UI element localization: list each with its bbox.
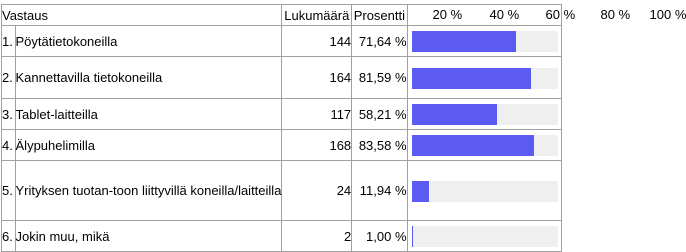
- axis-tick-label: 20 %: [432, 7, 463, 22]
- row-number: 5.: [2, 161, 16, 221]
- row-number: 3.: [2, 99, 16, 130]
- axis-tick-label: 60 %: [545, 7, 576, 22]
- bar-fill: [412, 226, 413, 247]
- bar-cell: [407, 26, 561, 57]
- bar-track: [412, 135, 558, 156]
- count-column-header: Lukumäärä: [282, 5, 352, 26]
- row-number: 1.: [2, 26, 16, 57]
- count-value: 144: [282, 26, 352, 57]
- answer-label: Älypuhelimilla: [15, 130, 282, 161]
- answer-label: Kannettavilla tietokoneilla: [15, 57, 282, 99]
- bar-track: [412, 68, 558, 89]
- bar-track: [412, 104, 558, 125]
- table-row: [2, 57, 562, 99]
- answer-label: Tablet-laitteilla: [15, 99, 282, 130]
- results-body: [2, 26, 562, 252]
- axis-tick-label: 100 %: [649, 7, 686, 22]
- bar-track: [412, 226, 558, 247]
- table-row: [2, 26, 562, 57]
- row-number: 4.: [2, 130, 16, 161]
- percent-value: 71,64 %: [352, 26, 407, 57]
- bar-cell: [407, 130, 561, 161]
- bar-fill: [412, 104, 497, 125]
- axis-tick-label: 80 %: [600, 7, 631, 22]
- row-number: 2.: [2, 57, 16, 99]
- table-row: [2, 130, 562, 161]
- table-row: [2, 161, 562, 221]
- percent-value: 11,94 %: [352, 161, 407, 221]
- bar-track: [412, 31, 558, 52]
- count-value: 2: [282, 221, 352, 252]
- percent-column-header: Prosentti: [352, 5, 407, 26]
- answer-label: Jokin muu, mikä: [15, 221, 282, 252]
- bar-track: [412, 181, 558, 202]
- results-table: [1, 4, 686, 252]
- answer-label: Yrityksen tuotan-toon liittyvillä koneilla/laitteilla: [15, 161, 282, 221]
- bar-fill: [412, 181, 429, 202]
- bar-fill: [412, 31, 517, 52]
- table-row: [2, 99, 562, 130]
- percent-value: 58,21 %: [352, 99, 407, 130]
- answer-label: Pöytätietokoneilla: [15, 26, 282, 57]
- answer-column-header: Vastaus: [2, 5, 282, 26]
- percent-value: 1,00 %: [352, 221, 407, 252]
- count-value: 168: [282, 130, 352, 161]
- bar-fill: [412, 68, 532, 89]
- bar-cell: [407, 99, 561, 130]
- bar-cell: [407, 57, 561, 99]
- axis-tick-label: 40 %: [489, 7, 520, 22]
- bar-cell: [407, 161, 561, 221]
- count-value: 164: [282, 57, 352, 99]
- bar-scale-header: [407, 5, 686, 26]
- percent-value: 81,59 %: [352, 57, 407, 99]
- count-value: 24: [282, 161, 352, 221]
- header-row: [2, 5, 562, 26]
- row-number: 6.: [2, 221, 16, 252]
- percent-value: 83,58 %: [352, 130, 407, 161]
- table-row: [2, 221, 562, 252]
- bar-fill: [412, 135, 534, 156]
- count-value: 117: [282, 99, 352, 130]
- bar-cell: [407, 221, 561, 252]
